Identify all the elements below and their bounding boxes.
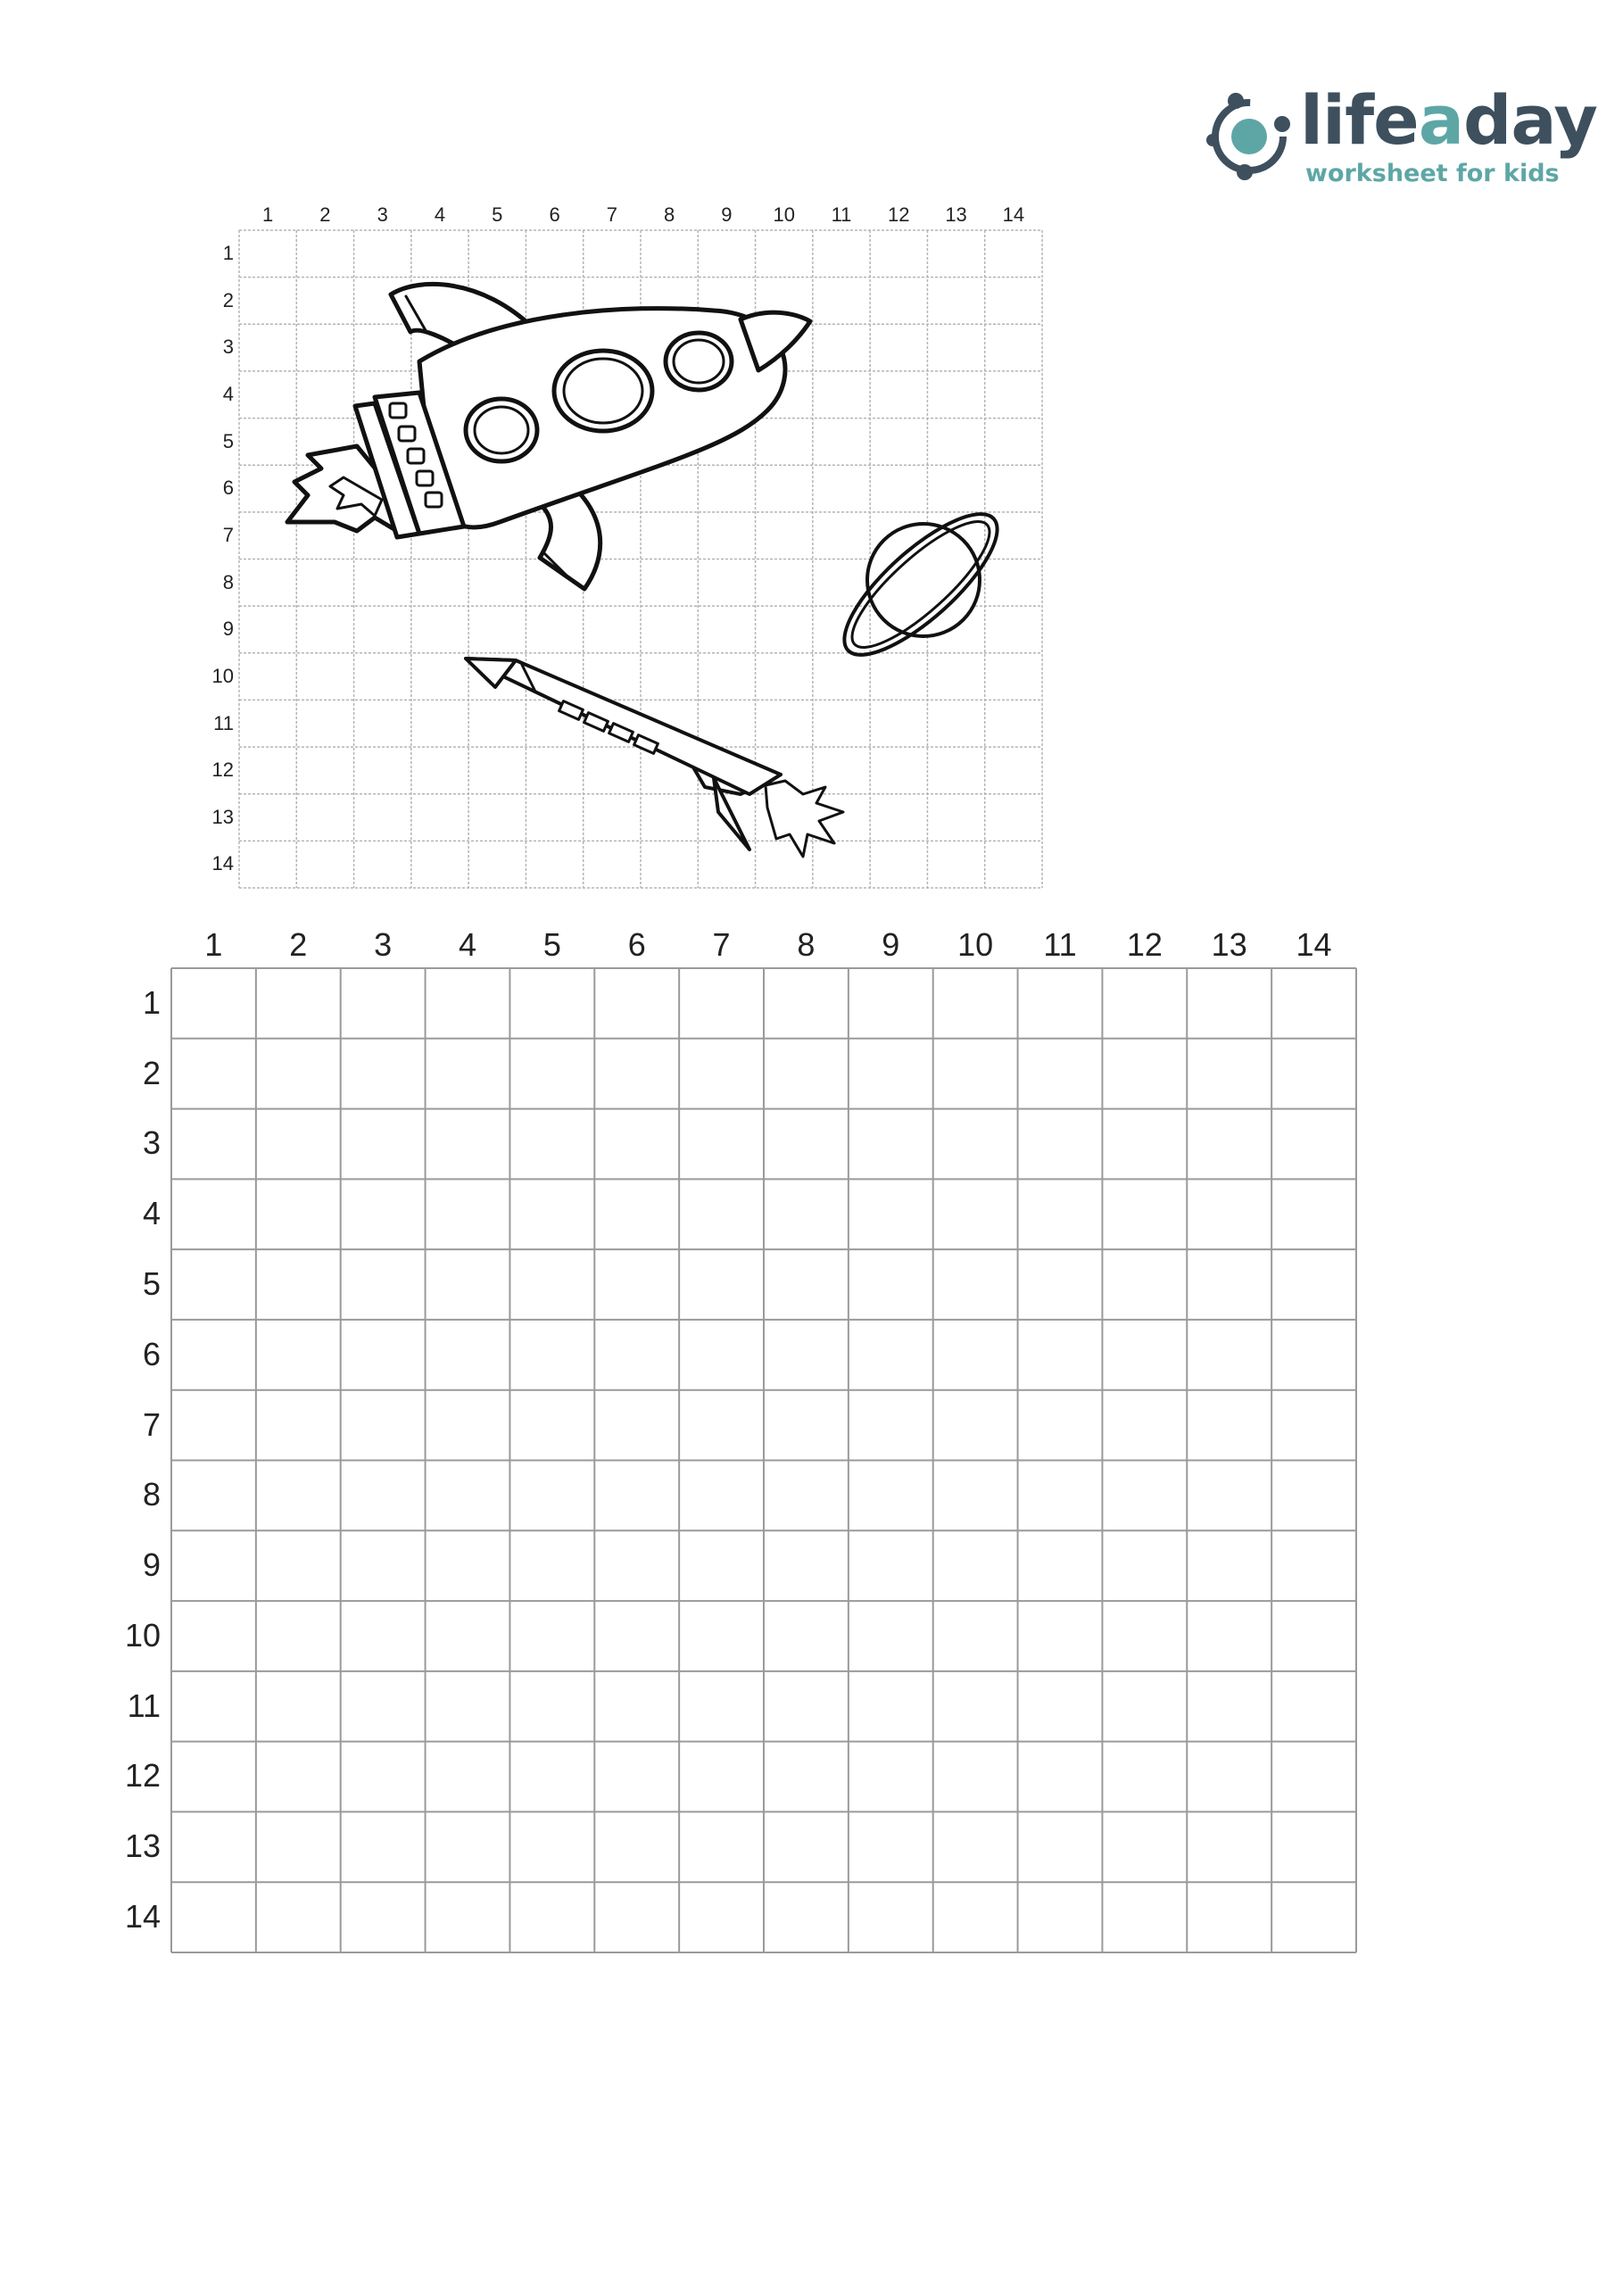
drawing-grid-col-label: 6 [627, 926, 646, 963]
logo-name: lifeaday [1300, 80, 1597, 160]
drawing-grid-col-label: 5 [542, 926, 561, 963]
reference-grid-col-label: 8 [664, 203, 675, 226]
reference-grid-row-label: 13 [211, 805, 234, 828]
drawing-grid-col-label: 1 [204, 926, 223, 963]
reference-grid-col-label: 2 [319, 203, 331, 226]
drawing-grid-row-label: 11 [127, 1687, 161, 1724]
reference-grid-col-label: 12 [888, 203, 910, 226]
reference-grid-row-label: 14 [211, 852, 234, 875]
drawing-grid-row-label: 1 [142, 983, 161, 1021]
reference-grid-row-label: 2 [222, 288, 234, 311]
reference-grid-col-label: 1 [262, 203, 274, 226]
reference-grid-col-label: 10 [773, 203, 795, 226]
reference-grid-row-label: 1 [222, 242, 234, 265]
drawing-grid-col-label: 13 [1211, 926, 1247, 963]
reference-grid-col-label: 9 [721, 203, 733, 226]
drawing-grid-row-label: 10 [124, 1616, 161, 1654]
drawing-grid-col-label: 4 [458, 926, 477, 963]
drawing-grid-col-label: 7 [712, 926, 731, 963]
reference-grid-col-label: 4 [434, 203, 446, 226]
drawing-grid-row-label: 7 [142, 1405, 161, 1443]
drawing-grid-row-label: 2 [142, 1054, 161, 1091]
reference-grid-col-label: 7 [606, 203, 617, 226]
reference-grid-col-label: 13 [945, 203, 967, 226]
reference-grid-col-label: 3 [377, 203, 388, 226]
drawing-grid-col-label: 8 [797, 926, 816, 963]
logo-tagline: worksheet for kids [1305, 160, 1560, 187]
reference-grid-row-label: 6 [222, 477, 234, 500]
drawing-grid-col-label: 10 [957, 926, 994, 963]
drawing-grid-row-label: 14 [124, 1898, 161, 1935]
drawing-grid-col-label: 14 [1296, 926, 1332, 963]
drawing-grid-row-label: 4 [142, 1195, 161, 1232]
reference-grid-row-label: 5 [222, 429, 234, 452]
drawing-grid-col-label: 12 [1126, 926, 1163, 963]
drawing-grid-row-label: 3 [142, 1124, 161, 1162]
drawing-grid-row-label: 12 [124, 1757, 161, 1795]
reference-grid-row-label: 3 [222, 336, 234, 359]
reference-grid-row-label: 10 [211, 664, 234, 687]
reference-grid-row-label: 8 [222, 570, 234, 593]
drawing-grid-col-label: 2 [289, 926, 308, 963]
reference-grid-row-label: 4 [222, 383, 234, 406]
reference-grid-row-label: 7 [222, 523, 234, 546]
reference-grid-col-label: 14 [1002, 203, 1025, 226]
drawing-grid-col-label: 9 [882, 926, 900, 963]
drawing-grid-row-label: 5 [142, 1264, 161, 1302]
drawing-grid-row-label: 6 [142, 1335, 161, 1372]
reference-grid-row-label: 11 [213, 711, 234, 734]
reference-grid-row-label: 12 [211, 758, 234, 782]
drawing-grid-row-label: 9 [142, 1546, 161, 1584]
drawing-grid-col-label: 11 [1043, 926, 1077, 963]
drawing-grid-row-label: 13 [124, 1828, 161, 1865]
drawing-grid-row-label: 8 [142, 1476, 161, 1513]
drawing-grid-col-label: 3 [374, 926, 393, 963]
reference-grid-col-label: 5 [492, 203, 503, 226]
reference-grid-col-label: 6 [549, 203, 560, 226]
reference-grid-row-label: 9 [222, 618, 234, 641]
reference-grid-col-label: 11 [831, 203, 852, 226]
